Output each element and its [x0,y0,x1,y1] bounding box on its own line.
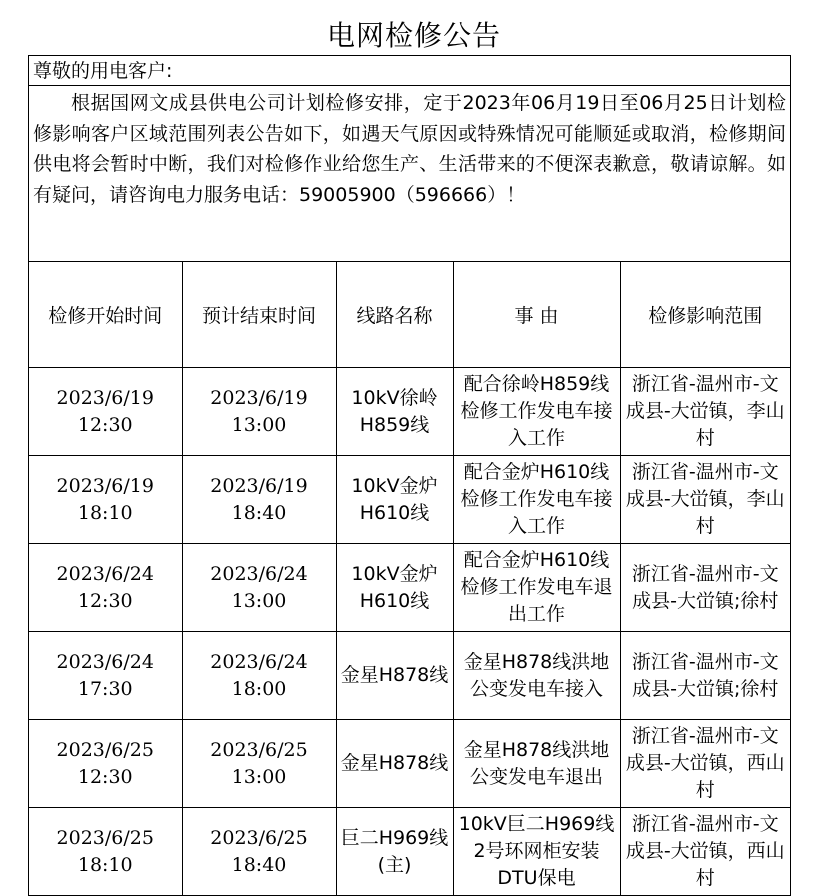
start-time-cell-clock: 12:30 [77,589,133,612]
table-header-row [29,262,790,368]
header-scope: 检修影响范围 [620,262,790,368]
reason-cell: 金星H878线洪地公变发电车退出 [453,720,620,808]
end-time-cell-clock: 18:40 [231,853,287,876]
end-time-cell-clock: 18:40 [231,501,287,524]
line-name-cell: 巨二H969线(主) [336,808,453,896]
end-time-cell-clock: 18:00 [231,677,287,700]
table-body [29,368,790,896]
line-name-cell: 金星H878线 [336,720,453,808]
notice-frame [28,55,791,896]
start-time-cell-clock: 17:30 [77,677,133,700]
end-time-cell [182,632,336,720]
start-time-cell [29,544,182,632]
start-time-cell [29,808,182,896]
reason-cell: 配合徐岭H859线检修工作发电车接入工作 [453,368,620,456]
scope-cell: 浙江省-温州市-文成县-大峃镇，西山村 [620,808,790,896]
end-time-cell-date: 2023/6/25 [210,826,308,849]
header-line-name: 线路名称 [336,262,453,368]
end-time-cell-date: 2023/6/24 [210,562,308,585]
start-time-cell [29,456,182,544]
start-time-cell-date: 2023/6/24 [56,562,154,585]
table-row [29,720,790,808]
end-time-cell-clock: 13:00 [231,589,287,612]
table-row [29,456,790,544]
scope-cell: 浙江省-温州市-文成县-大峃镇;徐村 [620,632,790,720]
end-time-cell-date: 2023/6/19 [210,386,308,409]
end-time-cell-clock: 13:00 [231,413,287,436]
table-row [29,368,790,456]
table-row [29,632,790,720]
start-time-cell-date: 2023/6/19 [56,474,154,497]
start-time-cell-clock: 12:30 [77,413,133,436]
start-time-cell-clock: 18:10 [77,853,133,876]
end-time-cell [182,456,336,544]
page-title: 电网检修公告 [326,19,501,52]
start-time-cell-date: 2023/6/25 [56,738,154,761]
reason-cell: 配合金炉H610线检修工作发电车退出工作 [453,544,620,632]
maintenance-table [29,262,790,895]
scope-cell: 浙江省-温州市-文成县-大峃镇，李山村 [620,368,790,456]
line-name-cell: 金星H878线 [336,632,453,720]
end-time-cell [182,720,336,808]
start-time-cell [29,368,182,456]
table-row [29,808,790,896]
start-time-cell-date: 2023/6/25 [56,826,154,849]
end-time-cell-date: 2023/6/25 [210,738,308,761]
scope-cell: 浙江省-温州市-文成县-大峃镇，西山村 [620,720,790,808]
start-time-cell-clock: 12:30 [77,765,133,788]
reason-cell: 金星H878线洪地公变发电车接入 [453,632,620,720]
line-name-cell: 10kV徐岭H859线 [336,368,453,456]
header-end-time: 预计结束时间 [182,262,336,368]
scope-cell: 浙江省-温州市-文成县-大峃镇，李山村 [620,456,790,544]
header-start-time: 检修开始时间 [29,262,182,368]
end-time-cell-date: 2023/6/19 [210,474,308,497]
scope-cell: 浙江省-温州市-文成县-大峃镇;徐村 [620,544,790,632]
notice-paragraph: 根据国网文成县供电公司计划检修安排，定于2023年06月19日至06月25日计划检修影响客户区域范围列表公告如下，如遇天气原因或特殊情况可能顺延或取消，检修期间供电将会暂时中断，我们对检修作业给您生产、生活带来的不便深表歉意，敬请谅解。如有疑问，请咨询电力服务电话：59005900（596666）！ [29,86,790,262]
reason-cell: 10kV巨二H969线2号环网柜安装DTU保电 [453,808,620,896]
end-time-cell-date: 2023/6/24 [210,650,308,673]
end-time-cell-clock: 13:00 [231,765,287,788]
start-time-cell-date: 2023/6/19 [56,386,154,409]
header-reason: 事 由 [453,262,620,368]
line-name-cell: 10kV金炉H610线 [336,544,453,632]
end-time-cell [182,368,336,456]
end-time-cell [182,808,336,896]
table-row [29,544,790,632]
end-time-cell [182,544,336,632]
greeting: 尊敬的用电客户: [29,56,790,86]
start-time-cell-date: 2023/6/24 [56,650,154,673]
line-name-cell: 10kV金炉H610线 [336,456,453,544]
reason-cell: 配合金炉H610线检修工作发电车接入工作 [453,456,620,544]
start-time-cell [29,632,182,720]
start-time-cell [29,720,182,808]
start-time-cell-clock: 18:10 [77,501,133,524]
